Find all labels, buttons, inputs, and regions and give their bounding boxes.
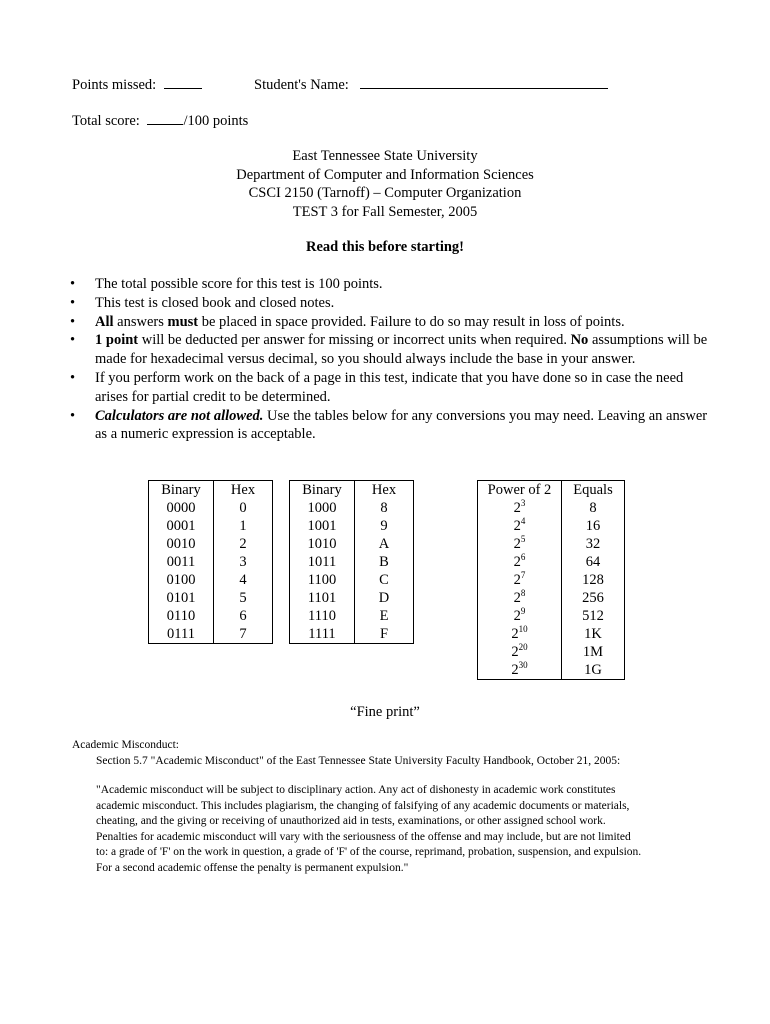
hex-cell: 8	[355, 499, 414, 517]
table-row	[478, 499, 625, 517]
power-cell	[478, 607, 562, 625]
power-base: 2	[513, 590, 521, 606]
table-row	[478, 553, 625, 571]
quote-line: cheating, and the giving or receiving of unauthorized aid in tests, examinations, or other assigned school work.	[96, 815, 606, 828]
emphasis-calculators: Calculators are not allowed.	[95, 407, 264, 424]
total-score-suffix: /100 points	[183, 113, 249, 129]
table-row	[290, 625, 414, 644]
bullet-marker: •	[70, 313, 76, 330]
table-row	[149, 607, 273, 625]
table-row	[149, 553, 273, 571]
power-base: 2	[513, 518, 521, 534]
read-heading	[0, 238, 770, 257]
table-row	[478, 643, 625, 661]
table-row	[290, 499, 414, 517]
binary-cell: 0110	[149, 607, 214, 625]
hex-cell: E	[355, 607, 414, 625]
power-cell	[478, 535, 562, 553]
instruction-item	[70, 294, 710, 313]
hex-cell: 6	[214, 607, 273, 625]
power-base: 2	[513, 608, 521, 624]
power-cell	[478, 517, 562, 535]
equals-cell: 1K	[562, 625, 625, 643]
hex-cell: 2	[214, 535, 273, 553]
power-base: 2	[511, 662, 519, 678]
power-exponent: 6	[520, 552, 526, 562]
equals-cell: 64	[562, 553, 625, 571]
power-base: 2	[513, 554, 521, 570]
points-missed-field	[72, 76, 202, 94]
binary-cell: 0001	[149, 517, 214, 535]
power-base: 2	[511, 626, 519, 642]
binary-cell: 0111	[149, 625, 214, 644]
hex-cell: D	[355, 589, 414, 607]
power-exponent: 4	[520, 516, 526, 526]
table-row	[149, 571, 273, 589]
bullet-marker: •	[70, 332, 76, 349]
instruction-text: If you perform work on the back of a page in this test, indicate that you have done so in case the need arises for partial credit to be determined.	[95, 369, 684, 405]
equals-cell: 256	[562, 589, 625, 607]
instruction-item	[70, 275, 710, 294]
university-name: East Tennessee State University	[292, 148, 478, 164]
instruction-list	[70, 275, 710, 444]
power-exponent: 3	[520, 498, 526, 508]
hex-cell: B	[355, 553, 414, 571]
binary-cell: 0010	[149, 535, 214, 553]
table-row	[149, 517, 273, 535]
total-score-blank[interactable]	[147, 112, 183, 125]
table-row	[290, 535, 414, 553]
read-heading-text: Read this before starting!	[305, 239, 464, 255]
table-row	[478, 661, 625, 680]
emphasis-all: All	[95, 313, 114, 330]
hex-cell: 1	[214, 517, 273, 535]
equals-cell: 1M	[562, 643, 625, 661]
power-base: 2	[513, 536, 521, 552]
table-row	[149, 535, 273, 553]
power-exponent: 30	[518, 660, 528, 670]
quote-line: academic misconduct. This includes plagiarism, the changing of falsifying of any academic documents or materials,	[96, 799, 630, 812]
binary-header: Binary	[149, 481, 214, 500]
binary-cell: 1110	[290, 607, 355, 625]
table-row	[149, 499, 273, 517]
power-cell	[478, 625, 562, 643]
hex-cell: 9	[355, 517, 414, 535]
table-row	[478, 535, 625, 553]
emphasis-no: No	[570, 332, 589, 349]
table-row	[478, 589, 625, 607]
section-reference: Section 5.7 "Academic Misconduct" of the East Tennessee State University Faculty Handbook, October 21, 2005:	[96, 755, 621, 767]
power-base: 2	[511, 644, 519, 660]
instruction-item	[70, 369, 710, 407]
binary-cell: 0101	[149, 589, 214, 607]
hex-cell: 7	[214, 625, 273, 644]
power-cell	[478, 571, 562, 589]
binary-cell: 0100	[149, 571, 214, 589]
power-exponent: 10	[518, 624, 528, 634]
power-exponent: 9	[520, 606, 526, 616]
instruction-text: assumptions will be made for hexadecimal versus decimal, so you should always include the base in your answer.	[95, 332, 708, 368]
power-cell	[478, 499, 562, 517]
bullet-marker: •	[70, 276, 76, 292]
misconduct-label: Academic Misconduct:	[72, 739, 179, 751]
quote-line: For a second academic offense the penalty is permanent expulsion."	[96, 861, 409, 874]
equals-cell: 128	[562, 571, 625, 589]
binary-cell: 1001	[290, 517, 355, 535]
table-row	[149, 589, 273, 607]
quote-line: "Academic misconduct will be subject to disciplinary action. Any act of dishonesty in academic work constitutes	[96, 784, 616, 796]
instruction-text: Use the tables below for any conversions you may need. Leaving an answer as a numeric expression is acceptable.	[95, 407, 708, 443]
hex-cell: A	[355, 535, 414, 553]
instruction-text: will be deducted per answer for missing or incorrect units when required.	[138, 332, 571, 349]
bullet-marker: •	[70, 407, 76, 424]
instruction-text: The total possible score for this test is 100 points.	[95, 276, 383, 292]
table-row	[290, 607, 414, 625]
equals-cell: 8	[562, 499, 625, 517]
hex-header: Hex	[214, 481, 273, 500]
equals-cell: 512	[562, 607, 625, 625]
binary-hex-table-1	[148, 480, 273, 644]
student-name-field	[254, 76, 608, 94]
binary-cell: 0000	[149, 499, 214, 517]
binary-cell: 1100	[290, 571, 355, 589]
power-base: 2	[513, 500, 521, 516]
bullet-marker: •	[70, 369, 76, 386]
instruction-text: be placed in space provided. Failure to do so may result in loss of points.	[198, 313, 625, 330]
power-base: 2	[513, 572, 521, 588]
power-exponent: 5	[520, 534, 526, 544]
binary-hex-table-2	[289, 480, 414, 644]
table-row	[290, 571, 414, 589]
department-name: Department of Computer and Information Sciences	[236, 166, 534, 183]
instruction-text: answers	[113, 313, 168, 330]
table-row	[290, 589, 414, 607]
student-name-blank[interactable]	[360, 76, 608, 89]
binary-cell: 1011	[290, 553, 355, 571]
emphasis-one-point: 1 point	[95, 332, 139, 349]
equals-cell: 16	[562, 517, 625, 535]
binary-cell: 1010	[290, 535, 355, 553]
instruction-item	[70, 407, 710, 445]
power-exponent: 7	[520, 570, 526, 580]
instruction-item	[70, 313, 710, 332]
total-score-label: Total score:	[72, 113, 140, 129]
table-row	[149, 625, 273, 644]
power-cell	[478, 661, 562, 680]
points-missed-label: Points missed:	[72, 77, 157, 93]
table-row	[290, 553, 414, 571]
table-row	[478, 571, 625, 589]
hex-cell: 0	[214, 499, 273, 517]
power-of-two-table	[477, 480, 625, 680]
test-name: TEST 3 for Fall Semester, 2005	[292, 203, 478, 220]
emphasis-must: must	[167, 313, 199, 330]
instruction-text: This test is closed book and closed notes.	[95, 294, 335, 311]
hex-cell: 4	[214, 571, 273, 589]
power-header: Power of 2	[478, 481, 562, 500]
quote-line: Penalties for academic misconduct will vary with the seriousness of the offense and may include, but are not limited	[96, 830, 631, 843]
student-name-label: Student's Name:	[254, 77, 349, 93]
power-exponent: 20	[518, 642, 528, 652]
binary-cell: 1111	[290, 625, 355, 644]
points-missed-blank[interactable]	[164, 76, 202, 89]
table-row	[478, 625, 625, 643]
table-row	[478, 607, 625, 625]
hex-cell: 5	[214, 589, 273, 607]
quote-line: to: a grade of 'F' on the work in question, a grade of 'F' of the course, reprimand, probation, suspension, and expulsion.	[96, 846, 642, 859]
equals-header: Equals	[562, 481, 625, 500]
power-cell	[478, 643, 562, 661]
power-cell	[478, 553, 562, 571]
instruction-item	[70, 331, 710, 369]
equals-cell: 1G	[562, 661, 625, 680]
hex-cell: C	[355, 571, 414, 589]
hex-cell: F	[355, 625, 414, 644]
course-title-block	[0, 147, 770, 221]
misconduct-quote	[96, 783, 641, 877]
fine-print-heading-text: “Fine print”	[350, 704, 420, 720]
total-score-field	[72, 112, 248, 130]
bullet-marker: •	[70, 294, 76, 311]
binary-cell: 0011	[149, 553, 214, 571]
table-row	[290, 517, 414, 535]
course-name: CSCI 2150 (Tarnoff) – Computer Organization	[248, 185, 522, 201]
binary-header: Binary	[290, 481, 355, 500]
power-cell	[478, 589, 562, 607]
hex-header: Hex	[355, 481, 414, 500]
hex-cell: 3	[214, 553, 273, 571]
binary-cell: 1101	[290, 589, 355, 607]
table-row	[478, 517, 625, 535]
equals-cell: 32	[562, 535, 625, 553]
binary-cell: 1000	[290, 499, 355, 517]
power-exponent: 8	[520, 588, 526, 598]
fine-print-heading	[0, 703, 770, 722]
